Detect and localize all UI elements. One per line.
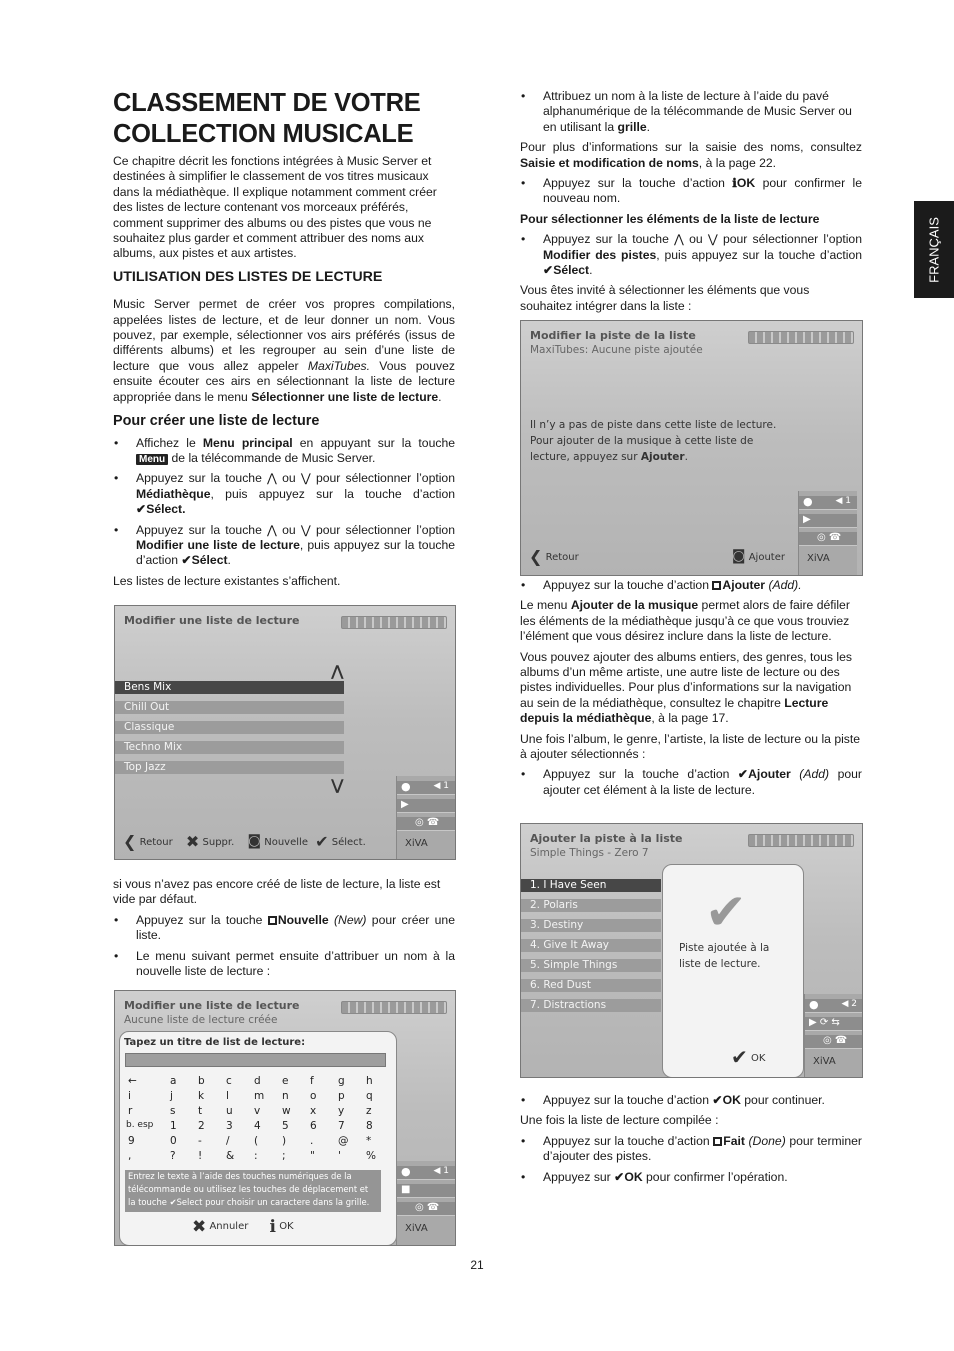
side-panel — [804, 994, 863, 1078]
grid-key[interactable]: 3 — [226, 1120, 233, 1132]
grid-key[interactable]: b. esp — [126, 1120, 154, 1130]
grid-key[interactable]: q — [366, 1090, 373, 1102]
square-key-icon: ◙ — [731, 548, 746, 564]
grid-key[interactable]: c — [226, 1075, 232, 1087]
track-item[interactable]: 4. Give It Away — [521, 939, 661, 952]
grid-key[interactable]: a — [170, 1075, 177, 1087]
popup-message: Piste ajoutée à la liste de lecture. — [679, 942, 770, 970]
grid-key[interactable]: @ — [338, 1135, 349, 1147]
steps-list-5 — [520, 232, 862, 278]
track-item[interactable]: 3. Destiny — [521, 919, 661, 932]
grid-key[interactable]: / — [226, 1135, 230, 1147]
grid-key[interactable]: n — [282, 1090, 289, 1102]
grid-key[interactable]: f — [310, 1075, 314, 1087]
play-bar: ▶ — [397, 799, 455, 813]
grid-key[interactable]: j — [170, 1090, 173, 1102]
xiva-brand: XiVA — [813, 1056, 836, 1067]
marantz-logo — [341, 1001, 447, 1014]
grid-key[interactable]: " — [310, 1150, 315, 1162]
side-panel — [396, 1161, 455, 1245]
delete-button[interactable]: Suppr. — [202, 837, 235, 848]
grid-key[interactable]: 5 — [282, 1120, 289, 1132]
help-box: Entrez le texte à l’aide des touches numériques de la télécommande ou utilisez les touches de déplacement et la touche ✔Select pour choisir un caractere dans la grille. — [125, 1170, 381, 1212]
back-icon: ❮ — [123, 832, 137, 851]
sub-heading: Pour créer une liste de lecture — [113, 413, 320, 430]
play-bar: ▶ — [799, 514, 857, 528]
grid-key[interactable]: s — [170, 1105, 176, 1117]
grid-key[interactable]: h — [366, 1075, 373, 1087]
grid-key[interactable]: 8 — [366, 1120, 373, 1132]
grid-key[interactable]: g — [338, 1075, 345, 1087]
step-name-menu: • Le menu suivant permet ensuite d’attribuer un nom à la nouvelle liste de lecture : — [113, 949, 455, 980]
section-heading: UTILISATION DES LISTES DE LECTURE — [113, 268, 383, 285]
name-prompt: Tapez un titre de list de lecture: — [124, 1037, 306, 1048]
step-modify-tracks: • Appuyez sur la touche ⋀ ou ⋁ pour sélectionner l’option Modifier des pistes, puis appuyez sur la touche d’action ✔Sélect. — [520, 232, 862, 278]
grid-key[interactable]: ( — [254, 1135, 259, 1147]
section-p1: Music Server permet de créer vos propres compilations, appelées listes de lecture, et de leur donner un nom. Vous pouvez, par exemple, sélectionner vos airs préférés (issus de différents albums) et les regrouper au sein d’une liste de lecture que vous allez appeler — [113, 297, 455, 373]
large-check-icon: ✔ — [705, 883, 747, 941]
step-confirm-name: • Appuyez sur la touche d’action ℹOK pour confirmer le nouveau nom. — [520, 176, 862, 207]
status-bar: ◎ ☎ — [805, 1035, 863, 1049]
grid-key[interactable]: & — [226, 1150, 235, 1162]
section-p1-cont: Vous pouvez ensuite écouter ces airs en sélectionnant la liste de lecture appropriée dans le menu — [113, 358, 455, 404]
grid-key[interactable]: 4 — [254, 1120, 261, 1132]
list-item[interactable]: Techno Mix — [115, 741, 344, 754]
step-main-menu: • Affichez le Menu principal en appuyant sur la touche Menu de la télécommande de Music Server. — [113, 436, 455, 467]
screenshot-modify-playlist — [114, 605, 456, 860]
grid-key[interactable]: 6 — [310, 1120, 317, 1132]
screen1-footer — [123, 832, 366, 851]
add-paragraph: Vous pouvez ajouter des albums entiers, des genres, tous les albums d’un même artiste, une autre liste de lecture ou des pistes individuelles. Pour plus d’informations sur la navigation au sein de la médiathèque, consultez le chapitre Lecture depuis la médiathèque, à la page 17. — [520, 649, 852, 726]
menu-key-icon: Menu — [136, 454, 168, 465]
marantz-logo — [341, 616, 447, 629]
grid-key[interactable]: l — [226, 1090, 229, 1102]
track-item[interactable]: 5. Simple Things — [521, 959, 661, 972]
section-paragraph: Music Server permet de créer vos propres compilations, appelées listes de lecture, et de leur donner un nom. Vous pouvez, par exemple, sélectionner vos airs préférés (issus de différents albums) et les regrouper au sein d’une liste de lecture que vous allez appeler MaxiTubes. Vous pouvez ensuite écouter ces airs en sélectionnant la liste de lecture appropriée dans le menu Sélectionner une liste de lecture. — [113, 297, 455, 404]
language-tab — [914, 201, 954, 298]
side-panel — [396, 776, 455, 860]
screen3-subtitle: MaxiTubes: Aucune piste ajoutée — [530, 344, 703, 356]
grid-key[interactable]: ← — [128, 1075, 137, 1087]
compiled-paragraph: Une fois la liste de lecture compilée : — [520, 1113, 719, 1128]
grid-key[interactable]: y — [338, 1105, 345, 1117]
back-button[interactable]: Retour — [545, 552, 579, 563]
screen2-footer — [192, 1217, 294, 1237]
grid-key[interactable]: d — [254, 1075, 261, 1087]
char-grid[interactable] — [124, 1075, 386, 1171]
grid-key[interactable]: b — [198, 1075, 205, 1087]
screenshot-name-playlist — [114, 990, 456, 1246]
empty-message: Il n’y a pas de piste dans cette liste de lecture. Pour ajouter de la musique à cette liste de lecture, appuyez sur Ajouter. — [530, 419, 777, 463]
grid-key[interactable]: z — [366, 1105, 372, 1117]
status-bar: ◎ ☎ — [799, 532, 857, 546]
track-item[interactable]: 1. I Have Seen — [521, 879, 661, 892]
square-key-icon — [268, 916, 277, 925]
step-modify-list: • Appuyez sur la touche ⋀ ou ⋁ pour sélectionner l’option Modifier une liste de lecture, puis appuyez sur la touche d’action ✔Sélect. — [113, 523, 455, 569]
steps-list-7 — [520, 767, 862, 798]
page-title — [113, 88, 455, 150]
screen2-title: Modifier une liste de lecture — [124, 999, 300, 1012]
step-assign-name: • Attribuez un nom à la liste de lecture à l’aide du pavé alphanumérique de la télécommande de Music Server ou en utilisant la grille. — [520, 89, 862, 135]
screen3-footer — [529, 547, 785, 566]
cancel-icon: ✖ — [192, 1217, 207, 1237]
square-key-icon — [712, 581, 721, 590]
check-icon: ✔ — [731, 1045, 748, 1069]
info-icon: ℹ — [269, 1217, 276, 1237]
right-column — [520, 89, 862, 319]
grid-key[interactable]: ) — [282, 1135, 287, 1147]
status-bar: ◎ ☎ — [397, 1202, 455, 1216]
right-column-lower — [520, 1093, 862, 1190]
empty-list-note: si vous n’avez pas encore créé de liste de lecture, la liste est vide par défaut. — [113, 877, 441, 907]
screen4-subtitle: Simple Things - Zero 7 — [530, 847, 649, 859]
xiva-brand: XiVA — [405, 838, 428, 849]
screen3-title: Modifier la piste de la liste — [530, 329, 696, 342]
step-add-item: • Appuyez sur la touche d’action ✔Ajouter (Add) pour ajouter cet élément à la liste de lecture. — [520, 767, 862, 798]
section-p1-italic: MaxiTubes. — [307, 358, 370, 373]
volume-bar: ● ◀ 1 — [397, 1166, 455, 1180]
back-button[interactable]: Retour — [139, 837, 173, 848]
screenshot-modify-track — [520, 320, 863, 576]
steps-list-9 — [520, 1134, 862, 1185]
grid-key[interactable]: u — [226, 1105, 233, 1117]
cancel-button[interactable]: Annuler — [209, 1221, 249, 1232]
grid-key[interactable]: 7 — [338, 1120, 345, 1132]
grid-key[interactable]: ' — [338, 1150, 341, 1162]
grid-key[interactable]: % — [366, 1150, 376, 1162]
new-button[interactable]: Nouvelle — [264, 837, 308, 848]
volume-bar: ● ◀ 2 — [805, 999, 863, 1013]
scroll-up-icon: ⋀ — [331, 662, 344, 680]
grid-key[interactable]: , — [128, 1150, 132, 1162]
step-mediatheque: • Appuyez sur la touche ⋀ ou ⋁ pour sélectionner l’option Médiathèque, puis appuyez sur la touche d’action ✔Sélect. — [113, 471, 455, 517]
page-number: 21 — [470, 1258, 484, 1272]
delete-icon: ✖ — [185, 832, 200, 851]
steps-list-1 — [113, 436, 455, 569]
list-item[interactable]: Classique — [115, 721, 344, 734]
grid-key[interactable]: m — [254, 1090, 265, 1102]
grid-key[interactable]: v — [254, 1105, 261, 1117]
screenshot-add-track — [520, 823, 863, 1078]
step-confirm: • Appuyez sur ✔OK pour confirmer l’opération. — [520, 1170, 862, 1185]
bold-heading: Pour sélectionner les éléments de la liste de lecture — [520, 211, 820, 226]
back-icon: ❮ — [529, 547, 543, 566]
square-key-icon — [713, 1137, 722, 1146]
grid-key[interactable]: * — [366, 1135, 372, 1147]
track-item[interactable]: 6. Red Dust — [521, 979, 661, 992]
grid-key[interactable]: x — [310, 1105, 317, 1117]
steps-list-3 — [520, 89, 862, 135]
check-icon: ✔ — [315, 832, 329, 851]
grid-key[interactable]: 0 — [170, 1135, 177, 1147]
grid-key[interactable]: p — [338, 1090, 345, 1102]
track-item[interactable]: 2. Polaris — [521, 899, 661, 912]
language-tab-label: FRANÇAIS — [926, 216, 942, 283]
grid-key[interactable]: e — [282, 1075, 289, 1087]
section-p1-bold: Sélectionner une liste de lecture — [251, 389, 439, 404]
grid-key[interactable]: : — [254, 1150, 258, 1162]
keyboard-popup — [119, 1031, 397, 1246]
step-new: • Appuyez sur la touche Nouvelle (New) pour créer une liste. — [113, 913, 455, 944]
screen1-title: Modifier une liste de lecture — [124, 614, 300, 627]
xiva-brand: XiVA — [405, 1223, 428, 1234]
xiva-brand: XiVA — [807, 553, 830, 564]
invite-paragraph: Vous êtes invité à sélectionner les éléments que vous souhaitez intégrer dans la liste : — [520, 283, 810, 313]
grid-key[interactable]: . — [310, 1135, 314, 1147]
stop-bar: ■ — [397, 1184, 455, 1198]
step-add: • Appuyez sur la touche d’action Ajouter (Add). — [520, 578, 862, 593]
marantz-logo — [748, 331, 854, 344]
volume-bar: ● ◀ 1 — [397, 781, 455, 795]
grid-key[interactable]: o — [310, 1090, 317, 1102]
scroll-down-icon: ⋁ — [331, 776, 344, 794]
grid-key[interactable]: 2 — [198, 1120, 205, 1132]
once-paragraph: Une fois l’album, le genre, l’artiste, la liste de lecture ou la piste à ajouter sélectionnés : — [520, 731, 861, 762]
select-button[interactable]: Sélect. — [331, 837, 366, 848]
screen4-title: Ajouter la piste à la liste — [530, 832, 683, 845]
step-done: • Appuyez sur la touche d’action Fait (Done) pour terminer d’ajouter des pistes. — [520, 1134, 862, 1165]
confirmation-popup — [662, 864, 804, 1078]
add-button[interactable]: Ajouter — [748, 552, 785, 563]
side-panel — [798, 491, 857, 575]
grid-key[interactable]: k — [198, 1090, 205, 1102]
step-ok: • Appuyez sur la touche d’action ✔OK pour continuer. — [520, 1093, 862, 1108]
intro-paragraph: Ce chapitre décrit les fonctions intégrées à Music Server et destinées à simplifier le classement de vos titres musicaux dans la médiathèque. Il explique notamment comment créer des listes de lecture contenant vos morceaux préférés, comment supprimer des albums ou des pistes que vous ne souhaitez plus garder et comment attribuer des noms aux albums, aux pistes et aux artistes. — [113, 154, 437, 261]
grid-key[interactable]: r — [128, 1105, 133, 1117]
play-bar: ▶ ⟳ ⇆ — [805, 1017, 863, 1031]
grid-key[interactable]: ! — [198, 1150, 203, 1162]
list-item[interactable]: Top Jazz — [115, 761, 344, 774]
status-bar: ◎ ☎ — [397, 817, 455, 831]
grid-key[interactable]: ; — [282, 1150, 286, 1162]
screen4-footer — [731, 1045, 765, 1069]
steps-list-6 — [520, 578, 862, 593]
track-item[interactable]: 7. Distractions — [521, 999, 661, 1012]
grid-key[interactable]: w — [282, 1105, 291, 1117]
square-key-icon: ◙ — [247, 833, 262, 849]
ok-button[interactable]: OK — [750, 1053, 766, 1064]
grid-key[interactable]: i — [128, 1090, 131, 1102]
name-input[interactable] — [125, 1053, 386, 1067]
marantz-logo — [748, 834, 854, 847]
steps-list-8 — [520, 1093, 862, 1108]
ok-button[interactable]: OK — [279, 1221, 294, 1232]
list-item[interactable]: Chill Out — [115, 701, 344, 714]
steps-list-2 — [113, 913, 455, 980]
left-column — [113, 88, 455, 594]
grid-key[interactable]: ? — [170, 1150, 176, 1162]
info-paragraph: Pour plus d’informations sur la saisie des noms, consultez Saisie et modification de noms, à la page 22. — [520, 140, 862, 170]
left-column-lower — [113, 877, 455, 984]
menu-paragraph: Le menu Ajouter de la musique permet alors de faire défiler les éléments de la médiathèque jusqu’à ce que vous trouviez l’élément que vous désirez inclure dans la liste de lecture. — [520, 598, 850, 644]
screen2-subtitle: Aucune liste de lecture créée — [124, 1014, 278, 1026]
list-item[interactable]: Bens Mix — [115, 681, 344, 694]
grid-key[interactable]: 1 — [170, 1120, 177, 1132]
grid-key[interactable]: t — [198, 1105, 203, 1117]
steps-list-4 — [520, 176, 862, 207]
right-column-middle — [520, 578, 862, 803]
grid-key[interactable]: 9 — [128, 1135, 135, 1147]
after-list-text: Les listes de lecture existantes s’affichent. — [113, 573, 341, 588]
title-line-2: COLLECTION MUSICALE — [113, 120, 414, 148]
grid-key[interactable]: - — [198, 1135, 202, 1147]
volume-bar: ● ◀ 1 — [799, 496, 857, 510]
title-line-1: CLASSEMENT DE VOTRE — [113, 89, 421, 117]
